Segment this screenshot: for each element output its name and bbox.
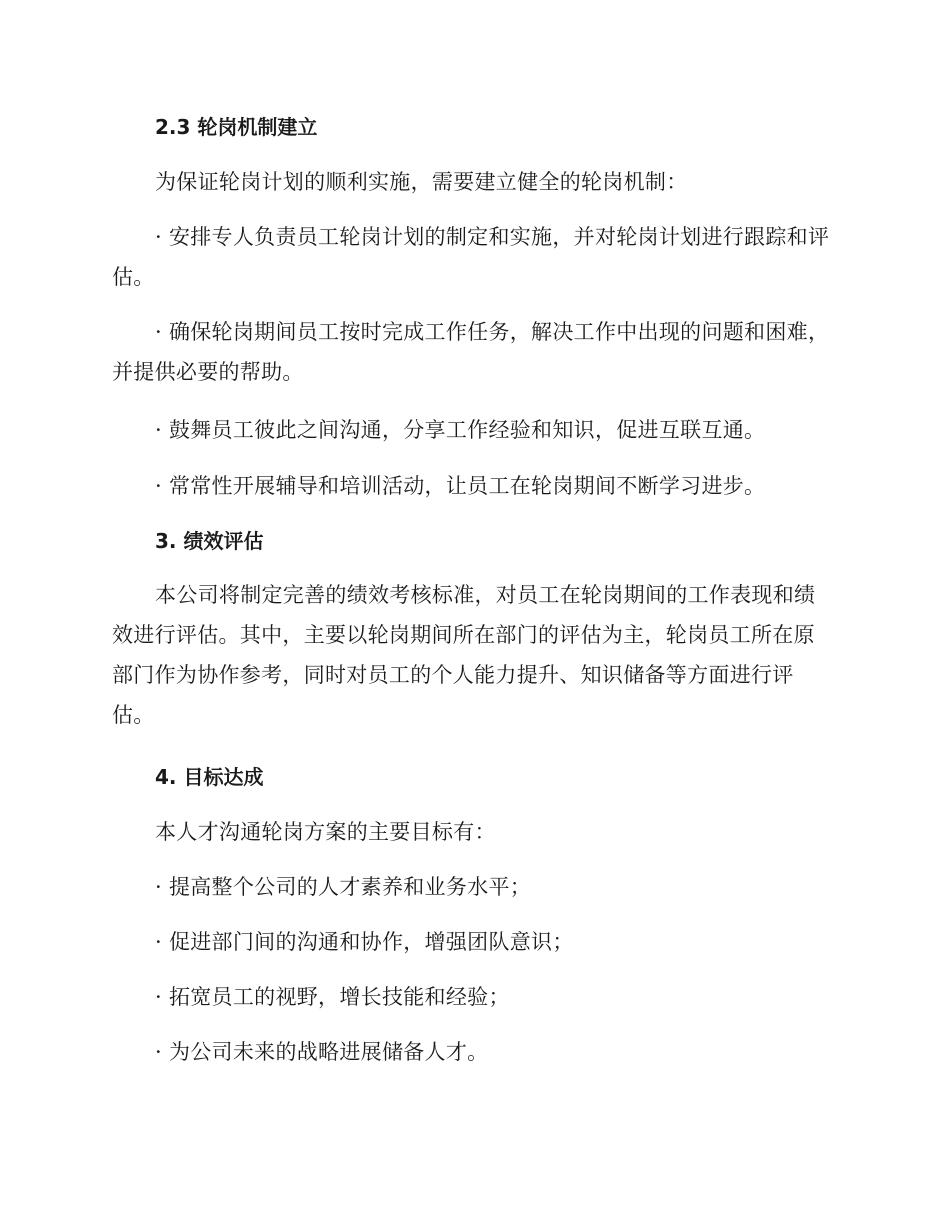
bullet-item: · 确保轮岗期间员工按时完成工作任务，解决工作中出现的问题和困难，并提供必要的帮助。 bbox=[112, 320, 830, 384]
bullet-item: · 常常性开展辅导和培训活动，让员工在轮岗期间不断学习进步。 bbox=[155, 474, 766, 498]
bullet-item: · 拓宽员工的视野，增长技能和经验； bbox=[155, 985, 510, 1009]
section-intro: 本人才沟通轮岗方案的主要目标有： bbox=[155, 820, 496, 844]
bullet-item: · 安排专人负责员工轮岗计划的制定和实施，并对轮岗计划进行跟踪和评估。 bbox=[112, 225, 830, 289]
section-heading: 3. 绩效评估 bbox=[155, 529, 264, 553]
bullet-item: · 提高整个公司的人才素养和业务水平； bbox=[155, 875, 532, 899]
section-heading: 4. 目标达成 bbox=[155, 765, 264, 789]
section-paragraph: 本公司将制定完善的绩效考核标准，对员工在轮岗期间的工作表现和绩效进行评估。其中，主要以轮岗期间所在部门的评估为主，轮岗员工所在原部门作为协作参考，同时对员工的个人能力提升、知识储备等方面进行评估。 bbox=[112, 583, 816, 727]
section-intro: 为保证轮岗计划的顺利实施，需要建立健全的轮岗机制： bbox=[155, 170, 688, 194]
bullet-item: · 促进部门间的沟通和协作，增强团队意识； bbox=[155, 930, 574, 954]
bullet-item: · 为公司未来的战略进展储备人才。 bbox=[155, 1040, 489, 1064]
bullet-item: · 鼓舞员工彼此之间沟通，分享工作经验和知识，促进互联互通。 bbox=[155, 418, 766, 442]
section-heading: 2.3 轮岗机制建立 bbox=[155, 115, 318, 139]
